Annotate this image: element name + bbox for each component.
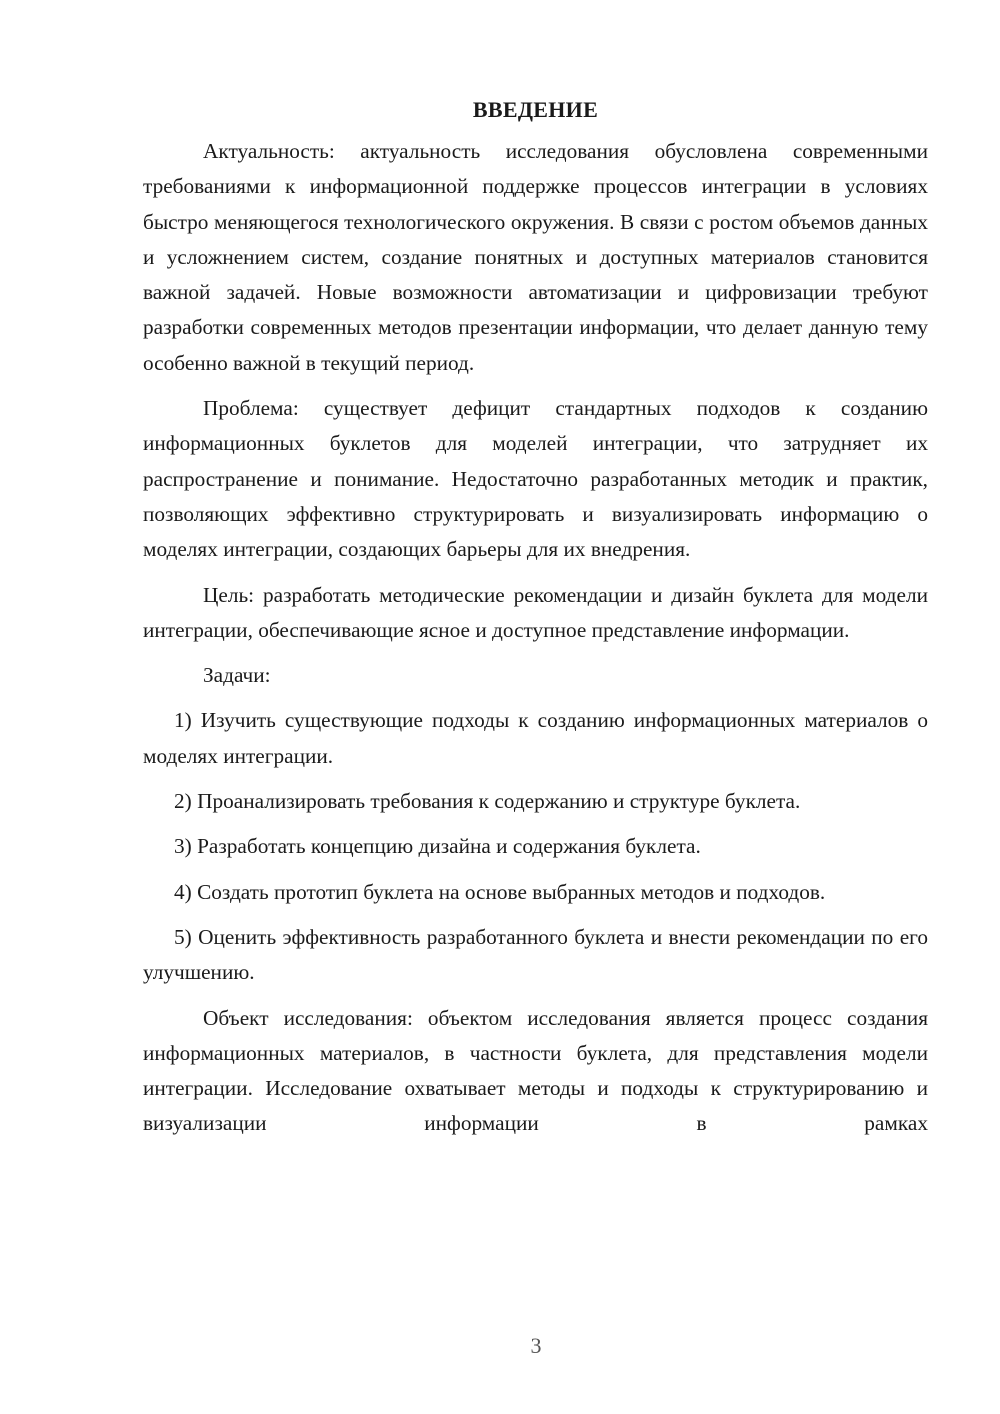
paragraph-problem: Проблема: существует дефицит стандартных подходов к созданию информационных буклетов для моделей интеграции, что затрудняет их распространение и понимание. Недостаточно разработанных методик и практик, позволяющих эффективно структурировать и визуализировать информацию о моделях интеграции, создающих барьеры для их внедрения. xyxy=(143,396,928,562)
tasks-list xyxy=(143,703,928,990)
section-title: ВВЕДЕНИЕ xyxy=(472,97,599,122)
task-item: 4) Создать прототип буклета на основе выбранных методов и подходов. xyxy=(174,879,826,904)
task-item: 5) Оценить эффективность разработанного буклета и внести рекомендации по его улучшению. xyxy=(143,924,928,985)
paragraph-relevance: Актуальность: актуальность исследования обусловлена современными требованиями к информационной поддержке процессов интеграции в условиях быстро меняющегося технологического окружения. В связи с ростом объемов данных и усложнением систем, создание понятных и доступных материалов становится важной задачей. Новые возможности автоматизации и цифровизации требуют разработки современных методов презентации информации, что делает данную тему особенно важной в текущий период. xyxy=(143,139,928,375)
paragraph-object: Объект исследования: объектом исследования является процесс создания информационных материалов, в частности буклета, для представления модели интеграции. Исследование охватывает методы и подходы к структурированию и визуализации информации в рамках xyxy=(143,1005,928,1136)
page-content xyxy=(143,94,928,1152)
page-number: 3 xyxy=(530,1333,542,1358)
task-item: 3) Разработать концепцию дизайна и содержания буклета. xyxy=(174,834,701,859)
task-item: 1) Изучить существующие подходы к созданию информационных материалов о моделях интеграции. xyxy=(143,708,928,768)
tasks-heading: Задачи: xyxy=(203,663,271,688)
task-item: 2) Проанализировать требования к содержанию и структуре буклета. xyxy=(174,789,801,814)
paragraph-goal: Цель: разработать методические рекомендации и дизайн буклета для модели интеграции, обеспечивающие ясное и доступное представление информации. xyxy=(143,582,928,642)
